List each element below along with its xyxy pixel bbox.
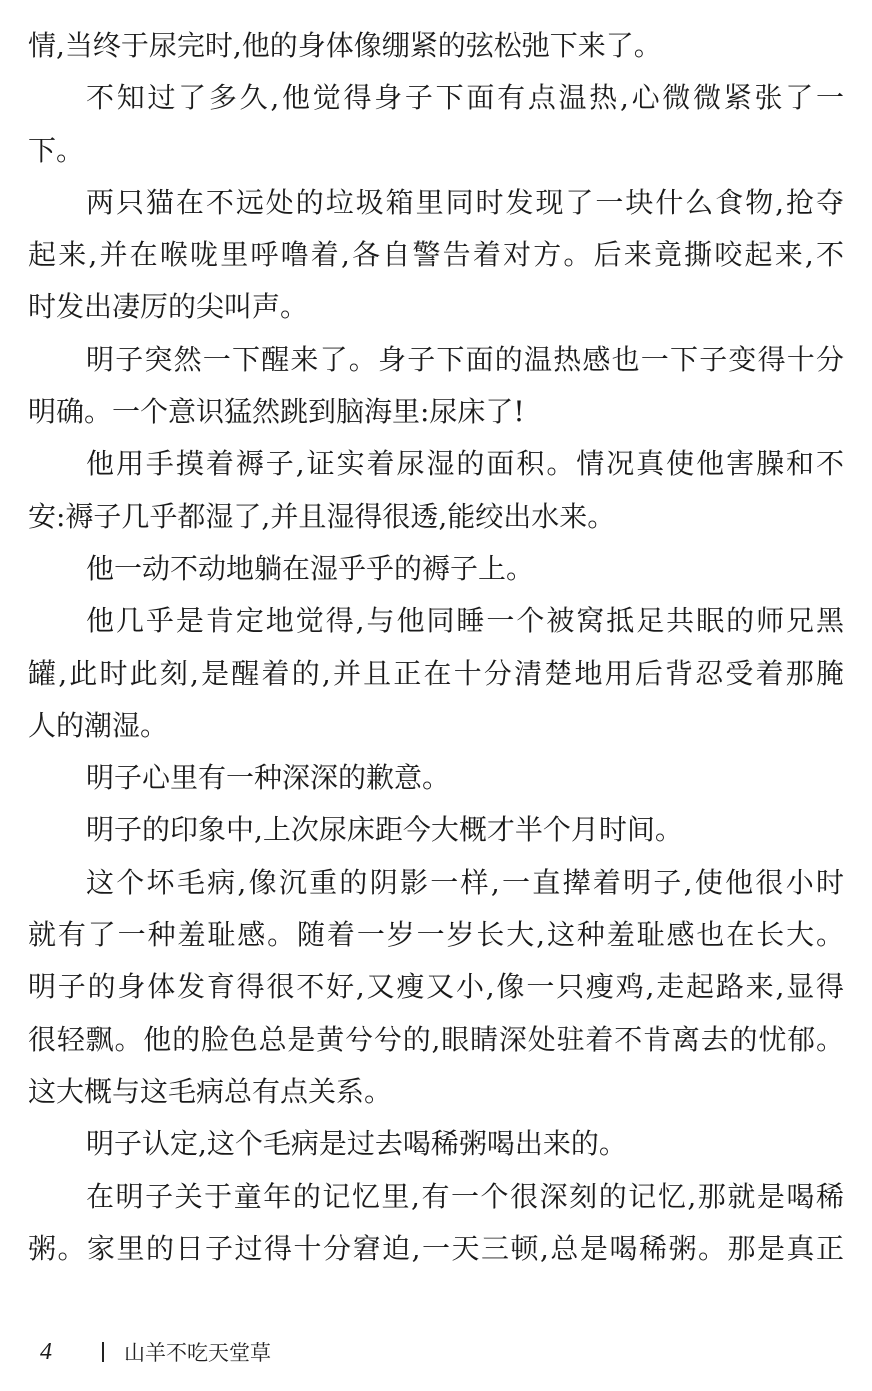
footer-divider xyxy=(102,1342,104,1362)
paragraph xyxy=(28,543,844,595)
paragraph xyxy=(28,1118,844,1170)
paragraph xyxy=(28,752,844,804)
text-line: 就有了一种羞耻感。随着一岁一岁长大,这种羞耻感也在长大。 xyxy=(28,918,844,952)
page-number: 4 xyxy=(40,1338,52,1365)
text-line: 在明子关于童年的记忆里,有一个很深刻的记忆,那就是喝稀 xyxy=(86,1179,844,1213)
text-line: 很轻飘。他的脸色总是黄兮兮的,眼睛深处驻着不肯离去的忧郁。 xyxy=(28,1022,844,1056)
text-line: 这大概与这毛病总有点关系。 xyxy=(28,1074,393,1108)
text-line: 明子突然一下醒来了。身子下面的温热感也一下子变得十分 xyxy=(86,342,844,376)
text-line: 他用手摸着褥子,证实着尿湿的面积。情况真使他害臊和不 xyxy=(86,447,844,481)
page-footer xyxy=(40,1336,271,1368)
text-line: 人的潮湿。 xyxy=(28,708,169,742)
text-line: 情,当终于尿完时,他的身体像绷紧的弦松弛下来了。 xyxy=(28,29,662,62)
text-line: 不知过了多久,他觉得身子下面有点温热,心微微紧张了一 xyxy=(86,81,844,115)
paragraph xyxy=(28,595,844,752)
text-line: 明子的印象中,上次尿床距今大概才半个月时间。 xyxy=(86,813,683,847)
paragraph xyxy=(28,20,844,72)
paragraph xyxy=(28,72,844,177)
text-line: 这个坏毛病,像沉重的阴影一样,一直撵着明子,使他很小时 xyxy=(86,865,844,899)
paragraph xyxy=(28,438,844,543)
text-line: 安:褥子几乎都湿了,并且湿得很透,能绞出水来。 xyxy=(28,499,616,533)
paragraph xyxy=(28,1171,844,1276)
text-line: 明子的身体发育得很不好,又瘦又小,像一只瘦鸡,走起路来,显得 xyxy=(28,970,844,1004)
paragraph xyxy=(28,804,844,856)
text-line: 罐,此时此刻,是醒着的,并且正在十分清楚地用后背忍受着那腌 xyxy=(28,656,844,690)
text-line: 明子认定,这个毛病是过去喝稀粥喝出来的。 xyxy=(86,1127,627,1161)
text-line: 两只猫在不远处的垃圾箱里同时发现了一块什么食物,抢夺 xyxy=(86,185,844,219)
text-line: 明子心里有一种深深的歉意。 xyxy=(86,761,451,795)
text-line: 时发出凄厉的尖叫声。 xyxy=(28,290,309,324)
text-line: 下。 xyxy=(28,133,85,167)
text-line: 他几乎是肯定地觉得,与他同睡一个被窝抵足共眠的师兄黑 xyxy=(86,604,844,638)
book-title: 山羊不吃天堂草 xyxy=(124,1341,271,1365)
paragraph xyxy=(28,177,844,334)
paragraph xyxy=(28,334,844,439)
text-line: 起来,并在喉咙里呼噜着,各自警告着对方。后来竟撕咬起来,不 xyxy=(28,238,844,272)
text-line: 粥。家里的日子过得十分窘迫,一天三顿,总是喝稀粥。那是真正 xyxy=(28,1231,844,1265)
paragraph xyxy=(28,857,844,1118)
text-line: 明确。一个意识猛然跳到脑海里:尿床了! xyxy=(28,395,525,429)
text-line: 他一动不动地躺在湿乎乎的褥子上。 xyxy=(86,551,535,585)
body-text xyxy=(28,20,844,1275)
